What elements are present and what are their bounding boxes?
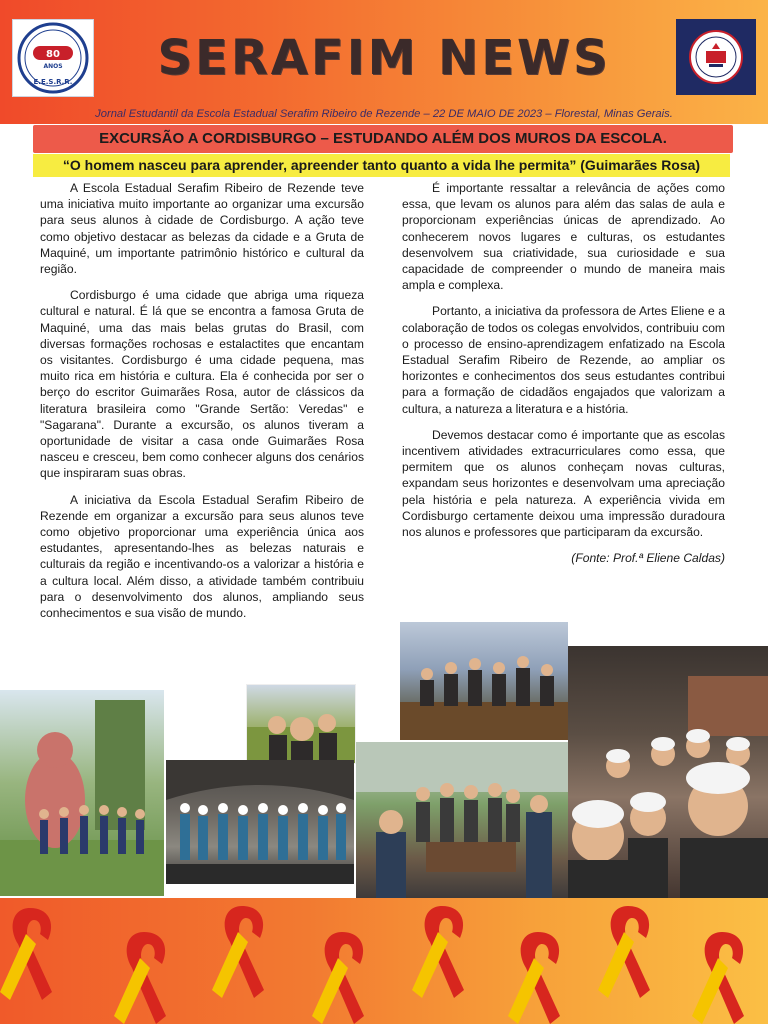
photo-teachers-selfie [246, 684, 356, 764]
article-title: EXCURSÃO A CORDISBURGO – ESTUDANDO ALÉM DOS MUROS DA ESCOLA. [33, 125, 733, 153]
article-quote: “O homem nasceu para aprender, apreender tanto quanto a vida lhe permita” (Guimarães Rosa) [33, 154, 730, 177]
paragraph: A iniciativa da Escola Estadual Serafim Ribeiro de Rezende em organizar a excursão para seus alunos teve como objetivo proporcionar uma experiência única aos estudantes, apresentando-lhes as belezas naturais e culturais da região e incentivando-os a valorizar a história e a cultura local. Além disso, a atividade também contribuiu para o desenvolvimento dos alunos, ampliando seus conhecimentos e sua visão de mundo. [40, 492, 364, 621]
article-column-right [402, 180, 725, 576]
footer-ribbon-banner [0, 898, 768, 1024]
paragraph: Cordisburgo é uma cidade que abriga uma riqueza cultural e natural. É lá que se encontra a famosa Gruta de Maquiné, uma das mais belas grutas do Brasil, com diversas formações rochosas e estalactites que encantam os visitantes. Cordisburgo é uma cidade pequena, mas muito rica em história e cultura. Ela é conhecida por ser o berço do escritor Guimarães Rosa, autor de clássicos da literatura brasileira como "Grande Sertão: Veredas" e "Sagarana". Durante a excursão, os alunos tiveram a oportunidade de visitar a casa onde Guimarães Rosa nasceu e cresceu, bem como conhecer alguns dos cenários que inspiraram suas obras. [40, 288, 364, 481]
article-source: (Fonte: Prof.ª Eliene Caldas) [571, 551, 725, 566]
photo-cave-group [166, 760, 354, 884]
school-anniversary-logo [12, 19, 94, 97]
masthead-title: SERAFIM NEWS [157, 30, 611, 86]
paragraph: É importante ressaltar a relevância de ações como essa, que levam os alunos para além das salas de aula e proporcionam experiências únicas de aprendizado. Ao conhecerem novos lugares e culturas, os estudantes desenvolvem sua criatividade, sua curiosidade e sua capacidade de compreender o mundo de maneira mais ampla e complexa. [402, 181, 725, 293]
photo-group-at-table [356, 742, 568, 898]
newspaper-tagline: Jornal Estudantil da Escola Estadual Serafim Ribeiro de Rezende – 22 DE MAIO DE 2023 – Florestal, Minas Gerais. [95, 108, 673, 120]
photo-group-with-sloth-statue [0, 690, 164, 896]
paragraph: Portanto, a iniciativa da professora de Artes Eliene e a colaboração de todos os colegas envolvidos, contribuiu com o processo de ensino-aprendizagem enfatizado na Escola Estadual Serafim Ribeiro de Rezende, ao ampliar os horizontes e conhecimentos dos seus estudantes contribui para a formação de cidadãos engajados que valorizam a cultura, a natureza a literatura e a história. [402, 304, 725, 416]
school-crest-logo [676, 19, 756, 95]
photo-helmet-selfie [568, 646, 768, 898]
svg-text:E.E.S.R.R.: E.E.S.R.R. [33, 78, 73, 86]
paragraph: A Escola Estadual Serafim Ribeiro de Rezende teve uma iniciativa muito importante ao organizar uma excursão para seus alunos à cidade de Cordisburgo. A ação teve como objetivo destacar as belezas da cidade e a Gruta de Maquiné, um importante patrimônio histórico e cultural da região. [40, 181, 364, 277]
svg-text:ANOS: ANOS [43, 63, 63, 70]
header-banner [0, 0, 768, 124]
paragraph: Devemos destacar como é importante que as escolas incentivem atividades extracurriculares como essa, que permitem que os alunos conheçam novas culturas, expandam seus horizontes e desenvolvam uma apreciação pela história e pela natureza. A experiência vivida em Cordisburgo certamente deixou uma impressão duradoura nos alunos e professores que participaram da excursão. [402, 427, 725, 540]
article-column-left [40, 180, 364, 631]
svg-text:80: 80 [46, 49, 60, 60]
awareness-ribbon-icons [0, 898, 768, 1024]
photo-group-on-rock [400, 622, 568, 740]
